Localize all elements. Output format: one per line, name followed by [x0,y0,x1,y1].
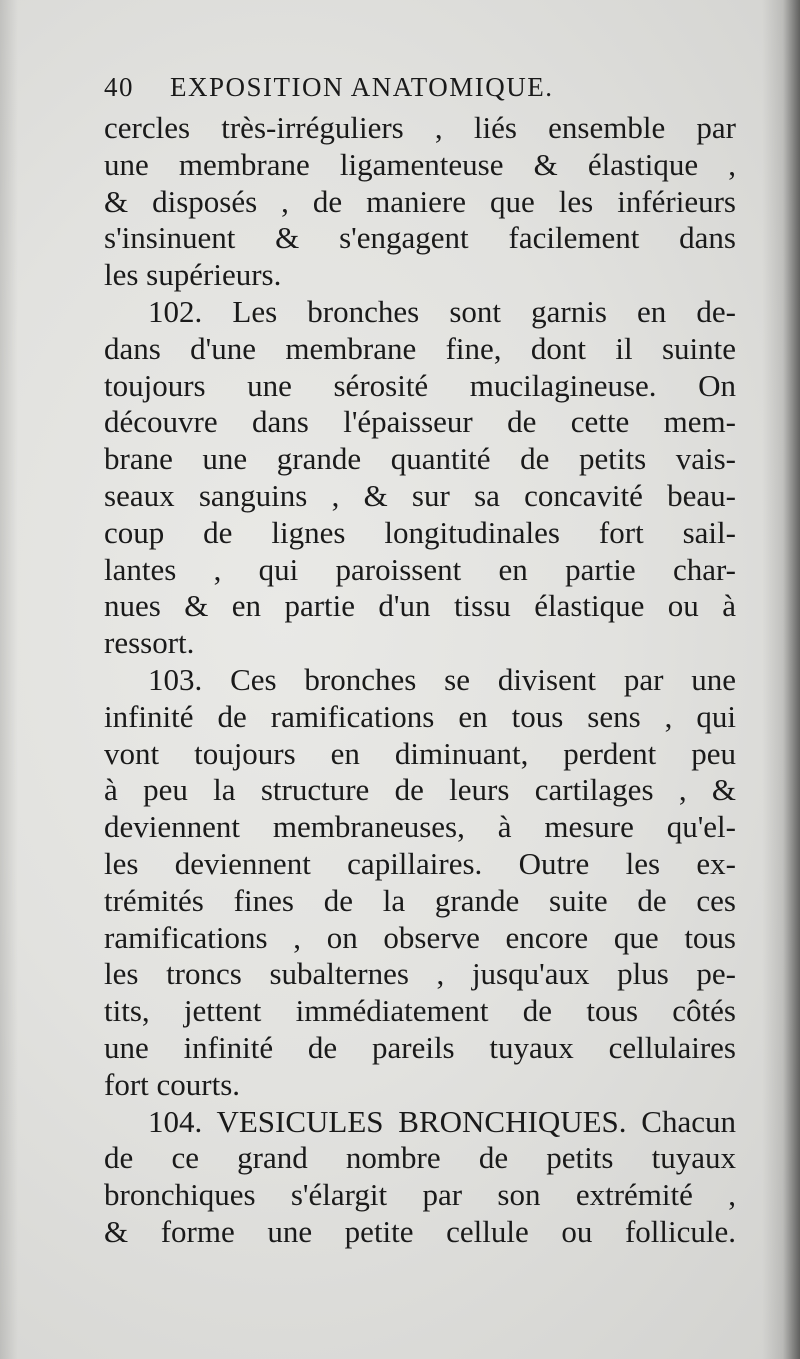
text-line: deviennent membraneuses, à mesure qu'el- [104,809,736,845]
text-line: une membrane ligamenteuse & élastique , [104,146,736,182]
text-line: & disposés , de maniere que les inférieurs [104,183,736,219]
text-line: tits, jettent immédiatement de tous côtés [104,993,736,1029]
text-line: lantes , qui paroissent en partie char- [104,551,736,587]
text-line: fort courts. [104,1066,241,1102]
text-line: ramifications , on observe encore que tous [104,919,736,955]
body-text [104,110,736,1251]
text-line: 103. Ces bronches se divisent par une [148,661,736,697]
text-line: s'insinuent & s'engagent facilement dans [104,220,736,256]
text-line: une infinité de pareils tuyaux cellulaires [104,1029,736,1065]
text-line: infinité de ramifications en tous sens , qui [104,698,736,734]
text-line: toujours une sérosité mucilagineuse. On [104,367,736,403]
text-line: ressort. [104,625,195,661]
text-line: à peu la structure de leurs cartilages , & [104,772,736,808]
text-line: coup de lignes longitudinales fort sail- [104,514,736,550]
text-line: 104. VESICULES BRONCHIQUES. Chacun [148,1103,736,1139]
text-line: de ce grand nombre de petits tuyaux [104,1140,736,1176]
text-line: bronchiques s'élargit par son extrémité , [104,1177,736,1213]
text-line: les deviennent capillaires. Outre les ex- [104,845,736,881]
text-line: seaux sanguins , & sur sa concavité beau- [104,477,736,513]
text-line: brane une grande quantité de petits vais- [104,441,736,477]
text-line: & forme une petite cellule ou follicule. [104,1213,736,1249]
page-number: 40 [104,72,134,102]
text-line: les supérieurs. [104,257,282,293]
text-line: cercles très-irréguliers , liés ensemble par [104,110,736,145]
text-line: les troncs subalternes , jusqu'aux plus pe- [104,956,736,992]
text-line: 102. Les bronches sont garnis en de- [148,293,736,329]
text-line: trémités fines de la grande suite de ces [104,882,736,918]
text-line: vont toujours en diminuant, perdent peu [104,735,736,771]
text-line: dans d'une membrane fine, dont il suinte [104,330,736,366]
text-line: nues & en partie d'un tissu élastique ou à [104,588,736,624]
running-header [104,66,744,108]
page-edge-shadow [762,0,800,1359]
text-line: découvre dans l'épaisseur de cette mem- [104,404,736,440]
page-gutter-shadow [0,0,18,1359]
running-title: EXPOSITION ANATOMIQUE. [170,72,554,102]
